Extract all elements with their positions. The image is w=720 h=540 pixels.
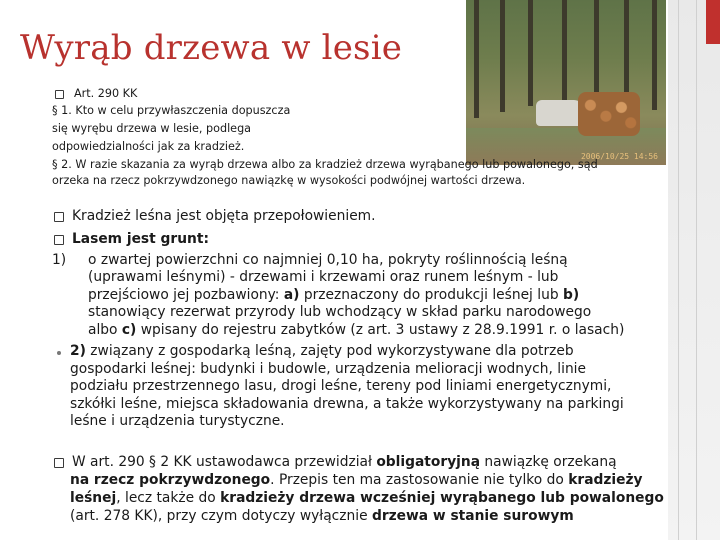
bullet-text-line: na rzecz pokrzywdzonego. Przepis ten ma zastosowanie nie tylko do kradzieży (70, 472, 643, 488)
bullet-text: Kradzież leśna jest objęta przepołowieniem. (72, 208, 376, 224)
article-heading: Art. 290 KK (74, 87, 138, 100)
bullet-text-line: W art. 290 § 2 KK ustawodawca przewidział obligatoryjną nawiązkę orzekaną (72, 454, 617, 470)
tree-trunk (528, 0, 533, 106)
tree-trunk (474, 0, 479, 118)
checkbox-bullet-icon (55, 90, 64, 99)
band-line (696, 0, 697, 540)
list-item-line: 2) związany z gospodarką leśną, zajęty pod wykorzystywane dla potrzeb (70, 343, 574, 359)
article-line: § 1. Kto w celu przywłaszczenia dopuszcza (52, 104, 291, 117)
log-pile (578, 92, 640, 136)
tree-trunk (652, 0, 657, 110)
list-item-line: albo c) wpisany do rejestru zabytków (z art. 3 ustawy z 28.9.1991 r. o lasach) (88, 322, 625, 338)
accent-tab (706, 0, 720, 44)
page-title: Wyrąb drzewa w lesie (20, 28, 403, 68)
decorative-side-band (668, 0, 720, 540)
bullet-text: Lasem jest grunt: (72, 231, 209, 247)
article-line: odpowiedzialności jak za kradzież. (52, 140, 245, 153)
tree-trunk (562, 0, 567, 100)
tree-trunk (500, 0, 505, 112)
checkbox-bullet-icon (54, 458, 64, 468)
bullet-text-line: (art. 278 KK), przy czym dotyczy wyłącznie drzewa w stanie surowym (70, 508, 574, 524)
list-item-line: o zwartej powierzchni co najmniej 0,10 ha, pokryty roślinnością leśną (88, 252, 568, 268)
forest-photo (466, 0, 666, 165)
car (536, 100, 584, 126)
checkbox-bullet-icon (54, 235, 64, 245)
tree-trunk (594, 0, 599, 96)
dot-bullet-icon (57, 351, 61, 355)
article-line: § 2. W razie skazania za wyrąb drzewa albo za kradzież drzewa wyrąbanego lub powalonego, sąd (52, 158, 598, 171)
list-item-line: stanowiący rezerwat przyrody lub wchodzący w skład parku narodowego (88, 304, 592, 320)
bullet-text-line: leśnej, lecz także do kradzieży drzewa wcześniej wyrąbanego lub powalonego (70, 490, 664, 506)
list-item-line: szkółki leśne, miejsca składowania drewna, a także wykorzystywany na parkingi (70, 396, 624, 412)
article-line: się wyrębu drzewa w lesie, podlega (52, 122, 252, 135)
list-item-line: (uprawami leśnymi) - drzewami i krzewami oraz runem leśnym - lub (88, 269, 559, 285)
list-item-line: podziału przestrzennego lasu, drogi leśne, tereny pod liniami energetycznymi, (70, 378, 612, 394)
band-line (678, 0, 679, 540)
list-item-line: przejściowo jej pozbawiony: a) przeznaczony do produkcji leśnej lub b) (88, 287, 580, 303)
photo-date-stamp: 2006/10/25 14:56 (580, 152, 658, 161)
article-line: orzeka na rzecz pokrzywdzonego nawiązkę w wysokości podwójnej wartości drzewa. (52, 174, 526, 187)
list-item-line: gospodarki leśnej: budynki i budowle, urządzenia melioracji wodnych, linie (70, 361, 587, 377)
tree-trunk (624, 0, 629, 104)
checkbox-bullet-icon (54, 212, 64, 222)
list-item-line: leśne i urządzenia turystyczne. (70, 413, 285, 429)
list-number: 1) (52, 252, 67, 268)
